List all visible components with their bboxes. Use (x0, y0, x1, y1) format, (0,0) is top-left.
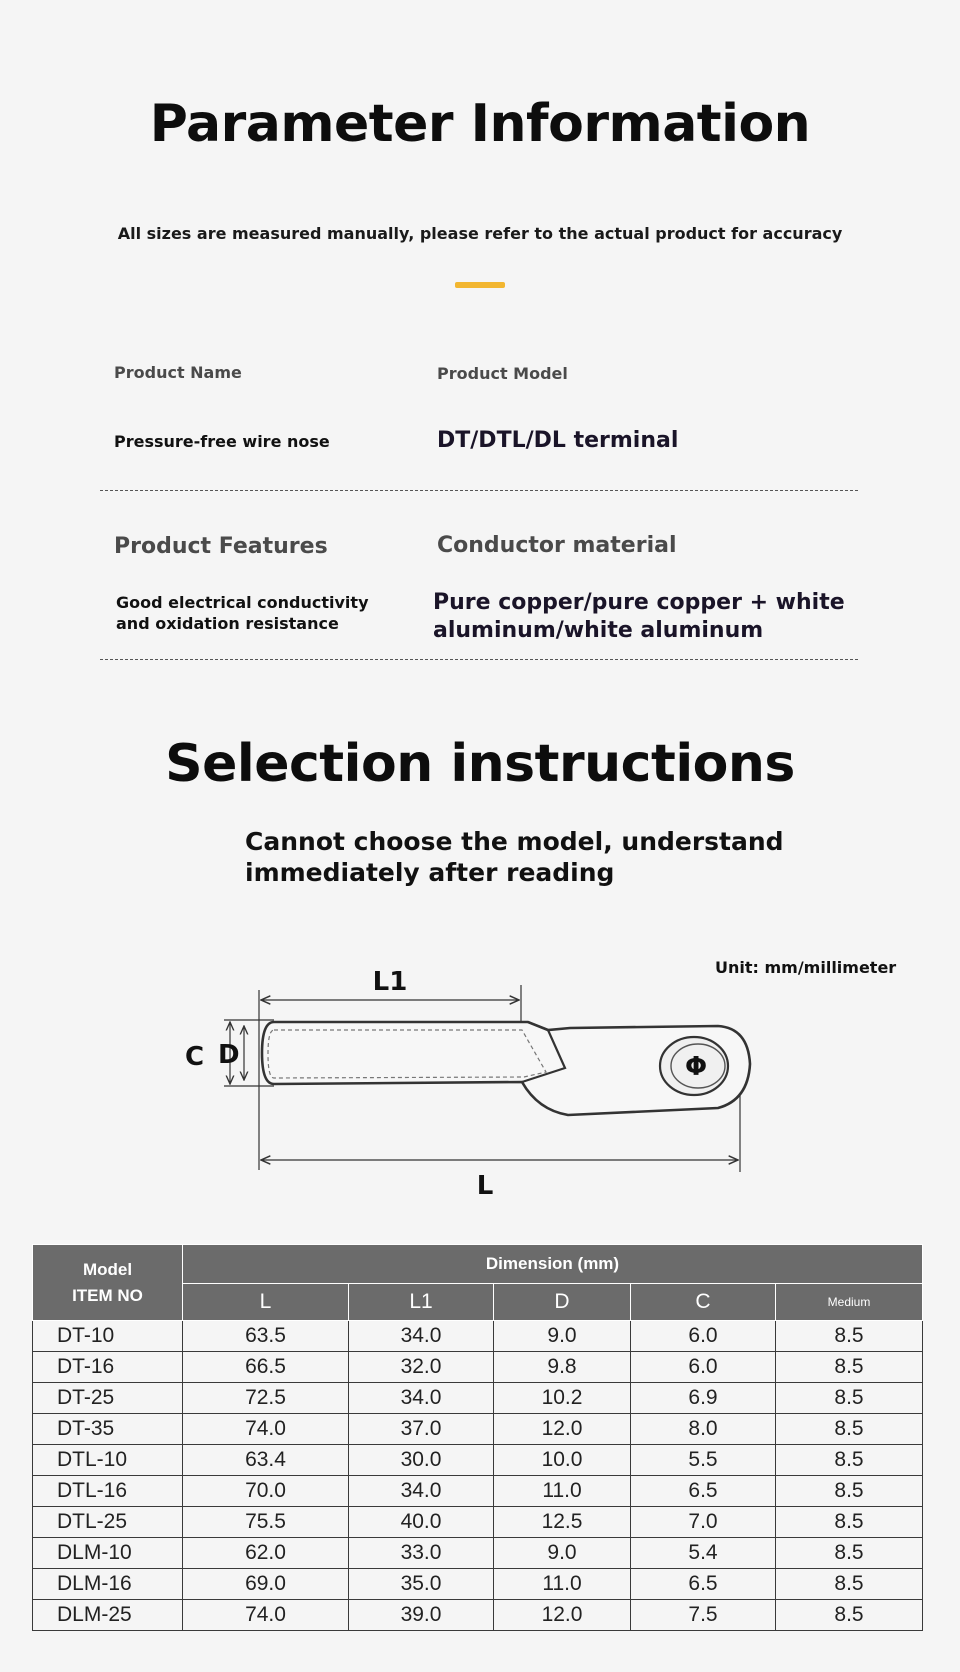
table-row (33, 1445, 923, 1476)
table-cell: 6.9 (631, 1383, 776, 1414)
dimension-header: Dimension (mm) (183, 1245, 923, 1284)
table-cell: 9.0 (494, 1538, 631, 1569)
column-header-c: C (631, 1284, 776, 1321)
table-cell: 30.0 (349, 1445, 494, 1476)
table-cell: 10.2 (494, 1383, 631, 1414)
model-cell: DT-35 (33, 1414, 183, 1445)
table-cell: 11.0 (494, 1476, 631, 1507)
table-cell: 6.0 (631, 1321, 776, 1352)
column-header-medium: Medium (776, 1284, 923, 1321)
table-cell: 5.5 (631, 1445, 776, 1476)
table-cell: 6.5 (631, 1569, 776, 1600)
page-subtitle: All sizes are measured manually, please refer to the actual product for accuracy (117, 224, 843, 243)
product-model-value: DT/DTL/DL terminal (437, 428, 679, 453)
spec-table (32, 1244, 923, 1631)
table-cell: 11.0 (494, 1569, 631, 1600)
table-cell: 7.5 (631, 1600, 776, 1631)
features-value-line2: and oxidation resistance (116, 614, 339, 633)
label-l: L (476, 1171, 494, 1200)
table-cell: 66.5 (183, 1352, 349, 1383)
features-value (116, 592, 369, 634)
column-header-d: D (494, 1284, 631, 1321)
product-model-label: Product Model (437, 364, 568, 383)
table-cell: 34.0 (349, 1476, 494, 1507)
column-header-l1: L1 (349, 1284, 494, 1321)
model-cell: DLM-10 (33, 1538, 183, 1569)
model-cell: DT-10 (33, 1321, 183, 1352)
table-cell: 9.8 (494, 1352, 631, 1383)
table-cell: 8.5 (776, 1414, 923, 1445)
unit-label: Unit: mm/millimeter (715, 958, 897, 977)
table-cell: 33.0 (349, 1538, 494, 1569)
table-cell: 8.0 (631, 1414, 776, 1445)
table-cell: 34.0 (349, 1383, 494, 1414)
section-title: Selection instructions (165, 734, 795, 794)
table-cell: 9.0 (494, 1321, 631, 1352)
table-cell: 37.0 (349, 1414, 494, 1445)
features-label: Product Features (114, 534, 328, 559)
table-cell: 70.0 (183, 1476, 349, 1507)
table-cell: 8.5 (776, 1321, 923, 1352)
table-cell: 35.0 (349, 1569, 494, 1600)
table-row (33, 1414, 923, 1445)
table-cell: 8.5 (776, 1569, 923, 1600)
material-value (433, 589, 845, 645)
table-cell: 12.0 (494, 1600, 631, 1631)
table-cell: 62.0 (183, 1538, 349, 1569)
table-cell: 8.5 (776, 1445, 923, 1476)
table-cell: 8.5 (776, 1476, 923, 1507)
model-cell: DT-25 (33, 1383, 183, 1414)
column-header-l: L (183, 1284, 349, 1321)
label-d: D (218, 1040, 240, 1070)
table-cell: 34.0 (349, 1321, 494, 1352)
model-cell: DTL-16 (33, 1476, 183, 1507)
table-cell: 72.5 (183, 1383, 349, 1414)
table-cell: 12.5 (494, 1507, 631, 1538)
table-cell: 7.0 (631, 1507, 776, 1538)
material-label: Conductor material (437, 533, 677, 558)
terminal-lug-diagram (150, 960, 770, 1200)
table-row (33, 1569, 923, 1600)
label-c: C (185, 1042, 205, 1072)
table-row (33, 1600, 923, 1631)
model-header (33, 1245, 183, 1321)
table-cell: 8.5 (776, 1352, 923, 1383)
features-value-line1: Good electrical conductivity (116, 593, 369, 612)
table-cell: 63.4 (183, 1445, 349, 1476)
table-cell: 69.0 (183, 1569, 349, 1600)
table-cell: 74.0 (183, 1414, 349, 1445)
tagline-line2: immediately after reading (245, 858, 615, 887)
accent-divider (455, 282, 505, 288)
model-header-line1: Model (82, 1259, 133, 1279)
model-cell: DTL-25 (33, 1507, 183, 1538)
table-cell: 8.5 (776, 1538, 923, 1569)
material-value-line2: aluminum/white aluminum (433, 618, 764, 643)
table-row (33, 1507, 923, 1538)
model-cell: DTL-10 (33, 1445, 183, 1476)
table-cell: 8.5 (776, 1383, 923, 1414)
material-value-line1: Pure copper/pure copper + white (433, 590, 845, 615)
spec-table-body (33, 1321, 923, 1631)
label-phi: Φ (684, 1052, 708, 1082)
table-cell: 75.5 (183, 1507, 349, 1538)
model-cell: DT-16 (33, 1352, 183, 1383)
table-cell: 63.5 (183, 1321, 349, 1352)
table-row (33, 1321, 923, 1352)
label-l1: L1 (372, 967, 408, 997)
table-cell: 6.5 (631, 1476, 776, 1507)
table-cell: 10.0 (494, 1445, 631, 1476)
model-cell: DLM-25 (33, 1600, 183, 1631)
selection-tagline (245, 826, 845, 888)
table-row (33, 1476, 923, 1507)
table-row (33, 1352, 923, 1383)
table-cell: 39.0 (349, 1600, 494, 1631)
table-cell: 5.4 (631, 1538, 776, 1569)
model-cell: DLM-16 (33, 1569, 183, 1600)
table-cell: 74.0 (183, 1600, 349, 1631)
divider-dashed (100, 659, 858, 660)
tagline-line1: Cannot choose the model, understand (245, 827, 784, 856)
model-header-line2: ITEM NO (72, 1285, 143, 1305)
table-row (33, 1383, 923, 1414)
product-name-value: Pressure-free wire nose (114, 432, 330, 451)
table-row (33, 1538, 923, 1569)
divider-dashed (100, 490, 858, 491)
table-cell: 8.5 (776, 1600, 923, 1631)
table-cell: 12.0 (494, 1414, 631, 1445)
table-cell: 40.0 (349, 1507, 494, 1538)
table-cell: 6.0 (631, 1352, 776, 1383)
table-cell: 8.5 (776, 1507, 923, 1538)
page-title: Parameter Information (149, 94, 811, 154)
product-name-label: Product Name (114, 363, 242, 382)
table-cell: 32.0 (349, 1352, 494, 1383)
